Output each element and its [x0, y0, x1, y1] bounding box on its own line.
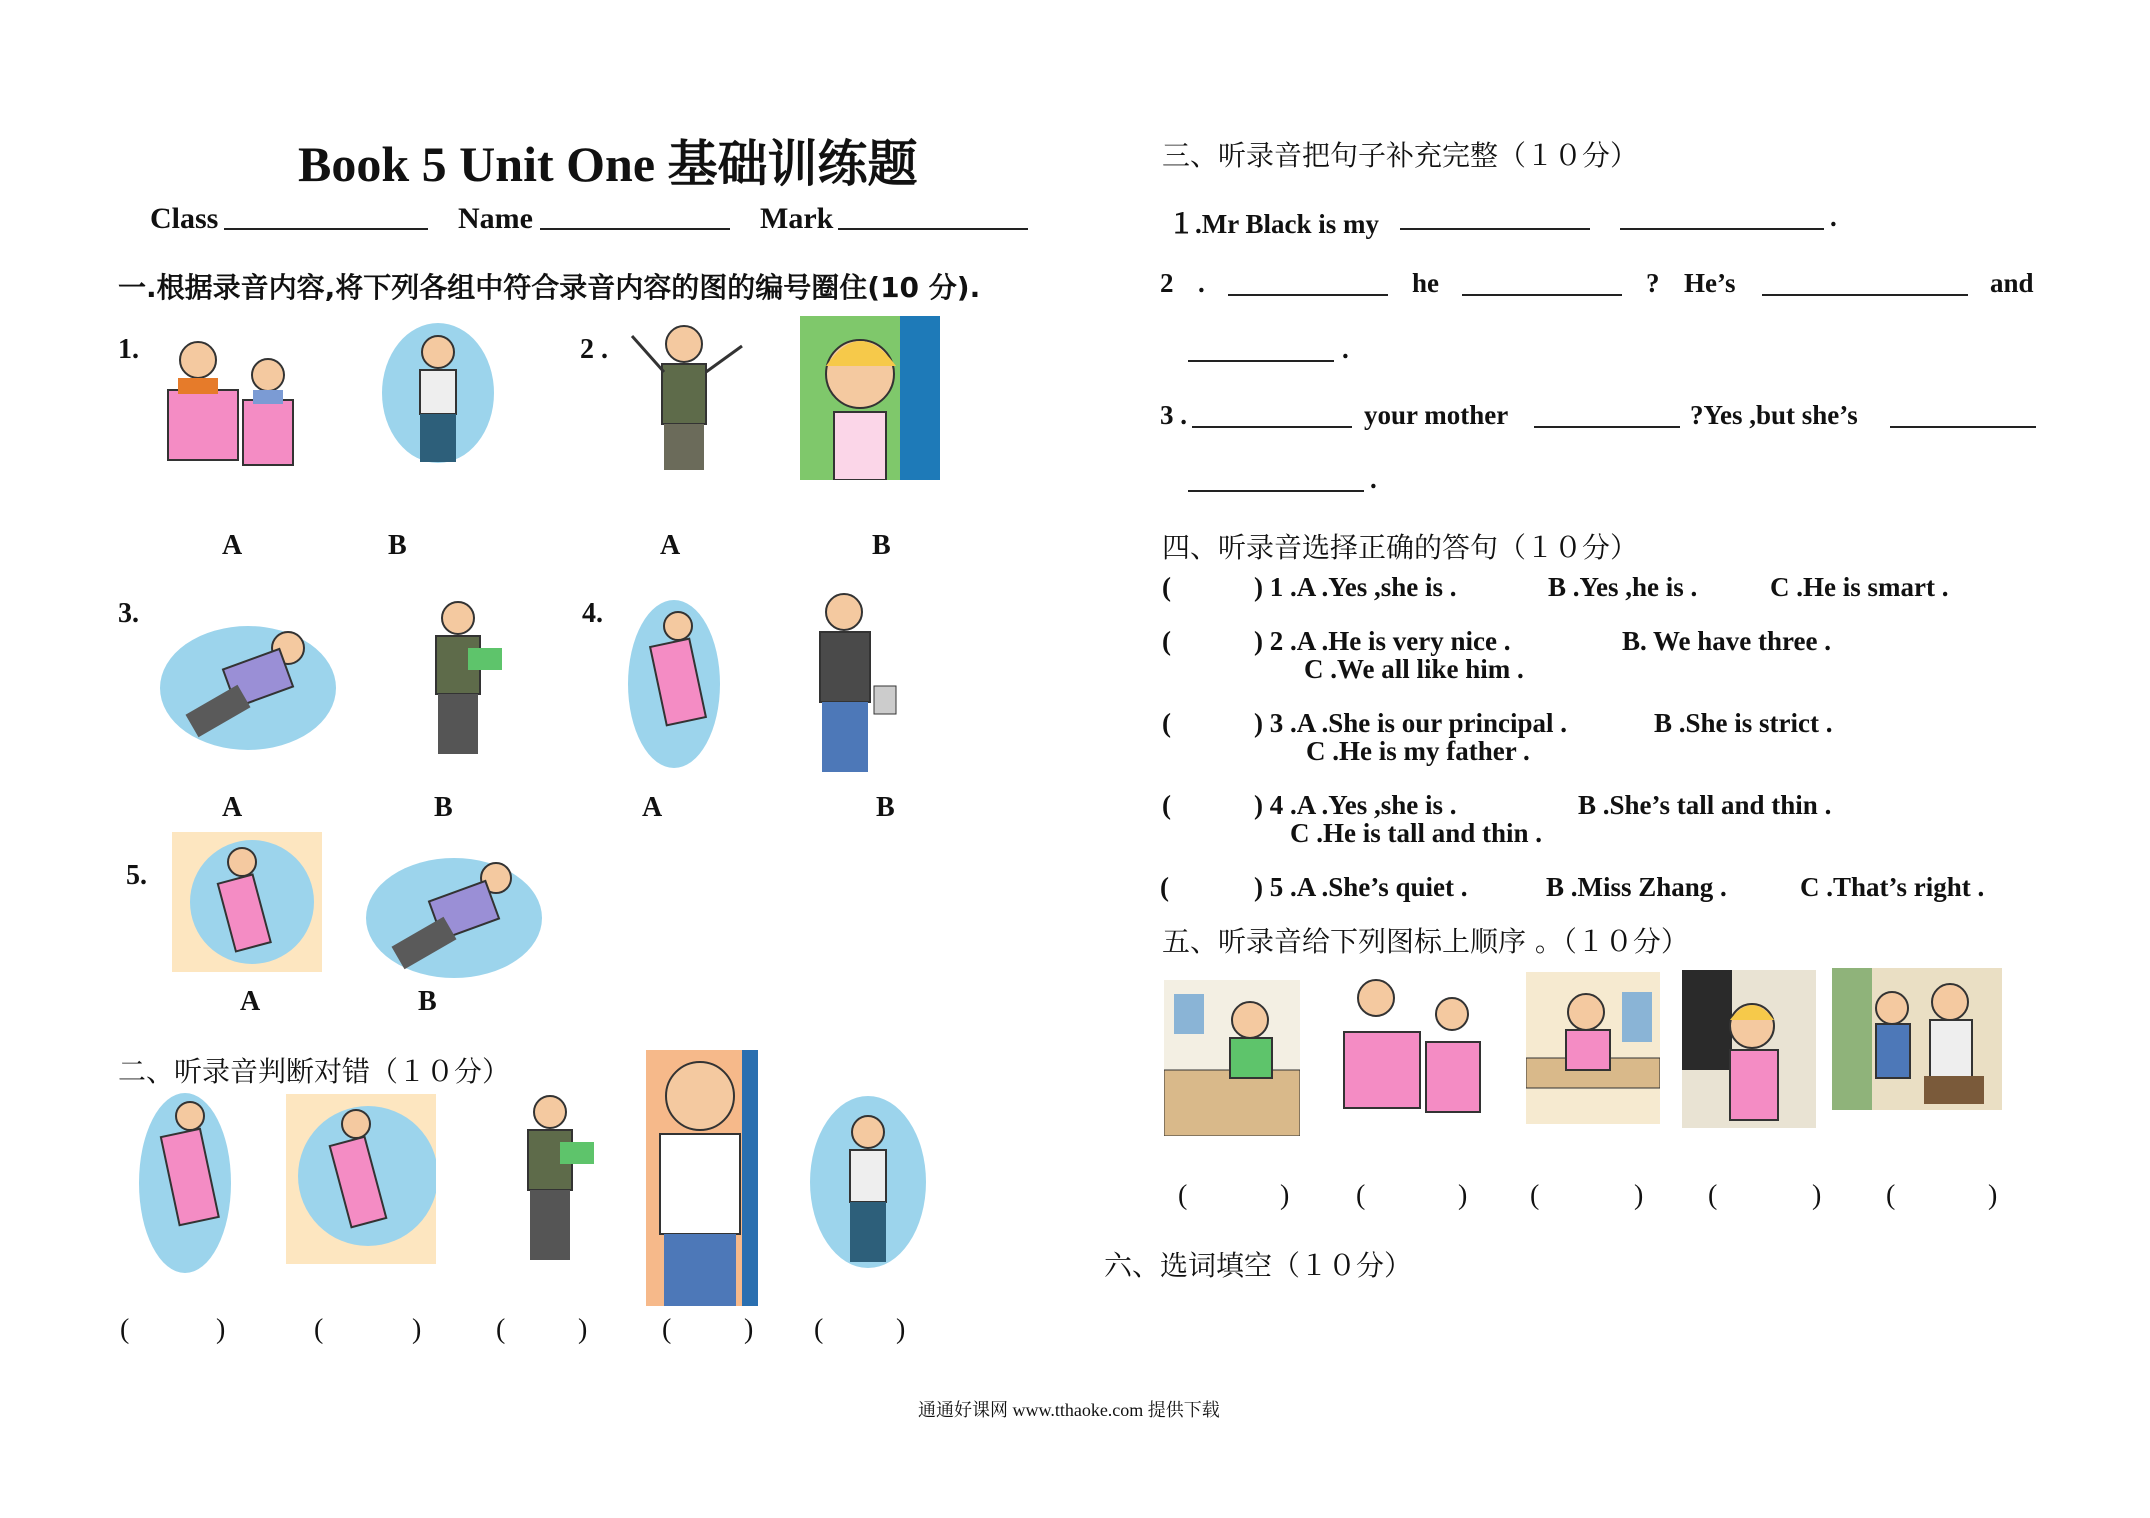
q1-number: 1. [118, 334, 139, 365]
s2-paren-open-2: ( [314, 1314, 324, 1345]
s5-picture-1[interactable] [1164, 980, 1300, 1136]
q4-label-a: A [642, 792, 663, 823]
s4-q2-paren: ( [1162, 626, 1171, 656]
s3-q3-blank-2[interactable] [1534, 426, 1680, 428]
s3-q2-blank-1[interactable] [1228, 294, 1388, 296]
s5-paren-open-3: ( [1530, 1180, 1540, 1211]
s3-q3-yes: ?Yes ,but she’s [1690, 400, 1858, 430]
s5-picture-3[interactable] [1526, 972, 1660, 1124]
s4-q1-option-c: C .He is smart . [1770, 572, 1949, 602]
q3-number: 3. [118, 598, 139, 629]
s2-paren-open-1: ( [120, 1314, 130, 1345]
q3-label-a: A [222, 792, 243, 823]
name-field[interactable] [540, 228, 730, 230]
s3-q3-period: . [1370, 464, 1377, 494]
s4-q3-paren: ( [1162, 708, 1171, 738]
s4-q2-option-b: B. We have three . [1622, 626, 1831, 656]
q3-picture-b[interactable] [398, 592, 518, 762]
q4-picture-a[interactable] [626, 596, 722, 772]
s2-picture-1[interactable] [136, 1088, 234, 1278]
s2-paren-close-5: ) [896, 1314, 906, 1345]
s3-q2-period: . [1342, 334, 1349, 364]
s3-q2-blank-2[interactable] [1462, 294, 1622, 296]
q2-picture-a[interactable] [612, 316, 762, 476]
s2-paren-open-4: ( [662, 1314, 672, 1345]
s5-paren-close-4: ) [1812, 1180, 1822, 1211]
name-label: Name [458, 202, 533, 235]
s4-q5-option-c: C .That’s right . [1800, 872, 1985, 902]
s4-q3-option-c: C .He is my father . [1306, 736, 1530, 766]
q2-picture-b[interactable] [800, 316, 940, 480]
s4-q3-option-a: ) 3 .A .She is our principal . [1254, 708, 1568, 738]
s5-paren-open-2: ( [1356, 1180, 1366, 1211]
q5-picture-b[interactable] [364, 840, 544, 996]
footer-credit: 通通好课网 www.tthaoke.com 提供下载 [918, 1400, 1220, 1420]
q1-picture-b[interactable] [376, 318, 500, 468]
s2-paren-close-1: ) [216, 1314, 226, 1345]
s5-picture-5[interactable] [1832, 968, 2002, 1110]
s2-picture-5[interactable] [806, 1092, 930, 1272]
q2-label-b: B [872, 530, 891, 561]
q3-label-b: B [434, 792, 453, 823]
s4-q3-option-b: B .She is strict . [1654, 708, 1833, 738]
section-1-heading: 一.根据录音内容,将下列各组中符合录音内容的图的编号圈住(10 分). [118, 271, 981, 304]
s5-paren-close-5: ) [1988, 1180, 1998, 1211]
s3-q1-blank-2[interactable] [1620, 228, 1824, 230]
s3-q2-he: he [1412, 268, 1439, 298]
s3-q2-num: 2 [1160, 268, 1174, 298]
s3-q3-mother: your mother [1364, 400, 1509, 430]
s4-q1-option-a: ) 1 .A .Yes ,she is . [1254, 572, 1457, 602]
s4-q4-option-b: B .She’s tall and thin . [1578, 790, 1832, 820]
s3-q2-blank-3[interactable] [1762, 294, 1968, 296]
s2-paren-open-5: ( [814, 1314, 824, 1345]
s3-q3-blank-1[interactable] [1192, 426, 1352, 428]
class-field[interactable] [224, 228, 428, 230]
s4-q2-option-a: ) 2 .A .He is very nice . [1254, 626, 1511, 656]
s4-q4-option-c: C .He is tall and thin . [1290, 818, 1543, 848]
s5-paren-close-3: ) [1634, 1180, 1644, 1211]
q3-picture-a[interactable] [158, 608, 338, 768]
s3-q1-period: . [1830, 202, 1837, 232]
s5-picture-4[interactable] [1682, 970, 1816, 1128]
s5-paren-close-1: ) [1280, 1180, 1290, 1211]
s2-paren-close-2: ) [412, 1314, 422, 1345]
s4-q5-option-b: B .Miss Zhang . [1546, 872, 1727, 902]
s5-paren-open-4: ( [1708, 1180, 1718, 1211]
q1-picture-a[interactable] [158, 330, 308, 480]
s4-q4-option-a: ) 4 .A .Yes ,she is . [1254, 790, 1457, 820]
s2-paren-open-3: ( [496, 1314, 506, 1345]
section-3-heading: 三、听录音把句子补充完整（１０分） [1162, 139, 1639, 172]
s5-paren-open-5: ( [1886, 1180, 1896, 1211]
q4-label-b: B [876, 792, 895, 823]
q4-number: 4. [582, 598, 603, 629]
q5-picture-a[interactable] [172, 832, 322, 972]
s3-q2-and: and [1990, 268, 2034, 298]
s5-picture-2[interactable] [1334, 966, 1494, 1124]
q5-number: 5. [126, 860, 147, 891]
s3-q3-blank-4[interactable] [1188, 490, 1364, 492]
s5-paren-close-2: ) [1458, 1180, 1468, 1211]
section-4-heading: 四、听录音选择正确的答句（１０分） [1162, 531, 1639, 564]
mark-field[interactable] [838, 228, 1028, 230]
section-5-heading: 五、听录音给下列图标上顺序 。（１０分） [1162, 925, 1689, 958]
q2-number: 2 . [580, 334, 608, 365]
section-6-heading: 六、选词填空（１０分） [1104, 1249, 1413, 1282]
s4-q1-paren: ( [1162, 572, 1171, 602]
s3-q1-text: １.Mr Black is my [1168, 209, 1379, 239]
s3-q1-blank-1[interactable] [1400, 228, 1590, 230]
s3-q2-blank-4[interactable] [1188, 360, 1334, 362]
s3-q2-question: ? [1646, 268, 1660, 298]
q2-label-a: A [660, 530, 681, 561]
q5-label-b: B [418, 986, 437, 1017]
s3-q3-blank-3[interactable] [1890, 426, 2036, 428]
s4-q5-option-a: ) 5 .A .She’s quiet . [1254, 872, 1468, 902]
page-title: Book 5 Unit One 基础训练题 [298, 136, 918, 192]
s4-q5-paren: ( [1160, 872, 1169, 902]
s2-paren-close-3: ) [578, 1314, 588, 1345]
s2-paren-close-4: ) [744, 1314, 754, 1345]
q1-label-b: B [388, 530, 407, 561]
s5-paren-open-1: ( [1178, 1180, 1188, 1211]
s4-q2-option-c: C .We all like him . [1304, 654, 1524, 684]
s2-picture-4[interactable] [646, 1050, 758, 1306]
q5-label-a: A [240, 986, 261, 1017]
s4-q1-option-b: B .Yes ,he is . [1548, 572, 1698, 602]
q1-label-a: A [222, 530, 243, 561]
s2-picture-2[interactable] [286, 1094, 436, 1264]
s3-q2-hes: He’s [1684, 268, 1736, 298]
mark-label: Mark [760, 202, 834, 235]
s4-q4-paren: ( [1162, 790, 1171, 820]
class-label: Class [150, 202, 219, 235]
s2-picture-3[interactable] [494, 1086, 610, 1266]
s3-q2-dot: . [1198, 268, 1205, 298]
s3-q3-num: 3 . [1160, 400, 1187, 430]
section-2-heading: 二、听录音判断对错（１０分） [118, 1055, 511, 1088]
q4-picture-b[interactable] [782, 586, 912, 782]
